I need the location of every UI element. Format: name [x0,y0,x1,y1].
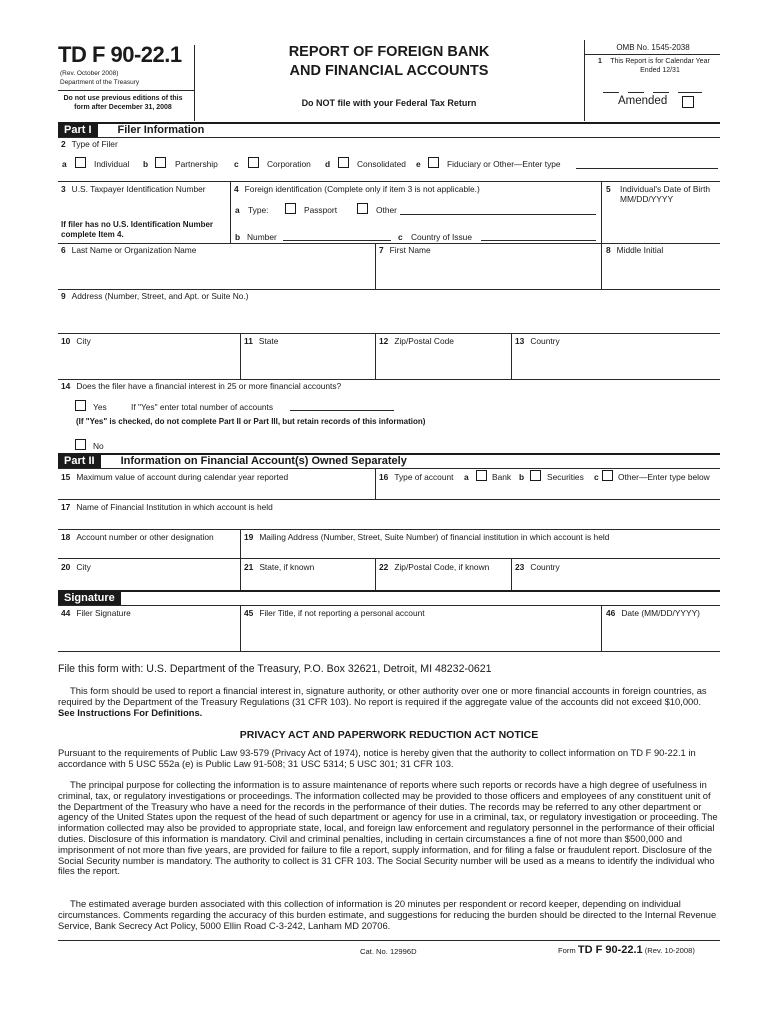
do-not-file-notice: Do NOT file with your Federal Tax Return [301,98,477,108]
item11-label: 11 State [244,336,279,346]
item13-label: 13 Country [515,336,560,346]
item16b-letter: b [519,472,525,482]
filer-type-a-letter: a [62,159,67,169]
amended-checkbox[interactable] [682,96,694,108]
other-id-label: Other [376,205,397,215]
instructions-paragraph-1: This form should be used to report a financial interest in, signature authority, or other authority over one or more financial accounts in foreign countries, as required by the Department of the Treasury Regulations (31 CFR 103). No report is required if the aggregate value of the accounts did not exceed $10,000. See Instructions For Definitions. [58,685,707,718]
filer-type-e-letter: e [416,159,421,169]
item45-label: 45 Filer Title, if not reporting a personal account [244,608,425,618]
passport-checkbox[interactable] [285,203,296,214]
item8-label: 8 Middle Initial [606,245,664,255]
revision-date: (Rev. October 2008) [60,70,119,77]
filer-type-partnership-label: Partnership [175,159,218,169]
privacy-paragraph-2: The principal purpose for collecting the information is to assure maintenance of reports where such reports or records have a high degree of usefulness in criminal, tax, or regulatory investigations or proceedings. The information collected may be provided to those officers and employees of any constituent unit of the Department of the Treasury who have a need for the records in the performance of their duties. The records may be referred to any other department or agency of the United States upon the request of the head of such department or agency for use in a criminal, tax, or regulatory investigation or proceeding. The information collected may also be provided to appropriate state, local, and foreign law enforcement and regulatory personnel in the performance of their official duties. Disclosure of this information is mandatory. Civil and criminal penalties, including in certain circumstances a fine of not more than $500,000 and imprisonment of not more than five years, are provided for failure to file a report, supply information, and for filing a false or fraudulent report. Disclosure of the Social Security number is mandatory. The authority to collect is 31 CFR 103. The Social Security number will be used as a means to identify the individual who files the report. [58,779,718,877]
item14-yes-label: Yes [93,402,107,412]
item6-label: 6 Last Name or Organization Name [61,245,197,255]
filer-type-fiduciary-checkbox[interactable] [428,157,439,168]
item44-label: 44 Filer Signature [61,608,131,618]
item3-label: 3 U.S. Taxpayer Identification Number [61,184,206,194]
item5-label: Individual's Date of Birth MM/DD/YYYY [620,184,711,204]
filer-type-consolidated-checkbox[interactable] [338,157,349,168]
item12-label: 12 Zip/Postal Code [379,336,454,346]
item4a-type-label: Type: [248,205,269,215]
privacy-act-heading: PRIVACY ACT AND PAPERWORK REDUCTION ACT NOTICE [239,729,539,741]
filer-type-b-letter: b [143,159,149,169]
item4b-letter: b [235,232,241,242]
part1-label: Part I [58,123,98,137]
item3-note: If filer has no U.S. Identification Number complete Item 4. [61,220,214,239]
department: Department of the Treasury [60,79,140,86]
part1-title: Filer Information [117,124,205,136]
filer-type-fiduciary-label: Fiduciary or Other—Enter type [447,159,561,169]
item14-no-checkbox[interactable] [75,439,86,450]
filer-type-partnership-checkbox[interactable] [155,157,166,168]
item7-label: 7 First Name [379,245,431,255]
item4-label: 4 Foreign identification (Complete only if item 3 is not applicable.) [234,184,480,194]
privacy-paragraph-1: Pursuant to the requirements of Public Law 93-579 (Privacy Act of 1974), notice is hereby given that the authority to collect information on TD F 90-22.1 in accordance with 5 USC 552a (e) is Public Law 91-508; 31 USC 5314; 5 USC 301; 31 CFR 103. [58,747,696,769]
amended-label: Amended [618,95,668,107]
omb-number: OMB No. 1545-2038 [616,43,690,52]
item14-label: 14 Does the filer have a financial interest in 25 or more financial accounts? [61,381,342,391]
item4b-number-label: Number [247,232,277,242]
signature-label: Signature [58,591,121,605]
item9-label: 9 Address (Number, Street, and Apt. or Suite No.) [61,291,249,301]
item16a-letter: a [464,472,469,482]
item5-number: 5 [606,184,611,194]
filer-type-c-letter: c [234,159,239,169]
filer-type-individual-label: Individual [94,159,130,169]
passport-label: Passport [304,205,338,215]
filer-type-individual-checkbox[interactable] [75,157,86,168]
item46-label: 46 Date (MM/DD/YYYY) [606,608,700,618]
item14-note: (If "Yes" is checked, do not complete Part II or Part III, but retain records of this information) [76,417,426,426]
item20-label: 20 City [61,562,91,572]
form-title-line1: REPORT OF FOREIGN BANK [288,44,490,60]
year-entry-blank[interactable] [678,92,702,93]
item14-yes-checkbox[interactable] [75,400,86,411]
item18-label: 18 Account number or other designation [61,532,214,542]
calendar-year-note: This Report is for Calendar Year Ended 12/31 [610,58,710,74]
foreign-id-number-field[interactable] [283,240,391,241]
item1-number: 1 [598,58,602,65]
file-with-address: File this form with: U.S. Department of the Treasury, P.O. Box 32621, Detroit, MI 48232-0621 [58,663,492,675]
item14-if-yes-label: If "Yes" enter total number of accounts [131,402,274,412]
part2-title: Information on Financial Account(s) Owned Separately [120,455,407,467]
form-number: TD F 90-22.1 [58,42,182,67]
total-accounts-field[interactable] [290,410,394,411]
edition-warning: Do not use previous editions of this form after December 31, 2008 [63,95,183,111]
burden-paragraph: The estimated average burden associated with this collection of information is 20 minutes per respondent or record keeper, depending on individual circumstances. Comments regarding the accuracy of this burden estimate, and suggestions for reducing the burden should be directed to the Internal Revenue Service, Bank Secrecy Act Policy, 5000 Ellin Road C-3-242, Lanham MD 20706. [58,898,717,931]
other-id-checkbox[interactable] [357,203,368,214]
year-entry-blank[interactable] [628,92,644,93]
item2-label: 2 Type of Filer [61,139,118,149]
item21-label: 21 State, if known [244,562,315,572]
account-type-bank-checkbox[interactable] [476,470,487,481]
year-entry-blank[interactable] [603,92,619,93]
part2-header [58,454,407,468]
footer-form-id: Form TD F 90-22.1 (Rev. 10-2008) [558,944,695,956]
account-type-bank-label: Bank [492,472,512,482]
item17-label: 17 Name of Financial Institution in which account is held [61,502,273,512]
item4c-country-label: Country of Issue [411,232,472,242]
account-type-other-checkbox[interactable] [602,470,613,481]
other-filer-type-field[interactable] [576,168,718,169]
account-type-securities-checkbox[interactable] [530,470,541,481]
filer-type-corporation-label: Corporation [267,159,311,169]
item19-label: 19 Mailing Address (Number, Street, Suite Number) of financial institution in which account is held [244,532,610,542]
item4c-letter: c [398,232,403,242]
item14-no-label: No [93,441,104,451]
account-type-securities-label: Securities [547,472,584,482]
item23-label: 23 Country [515,562,560,572]
filer-type-corporation-checkbox[interactable] [248,157,259,168]
catalog-number: Cat. No. 12996D [360,947,417,956]
country-of-issue-field[interactable] [481,240,596,241]
part1-header [58,123,204,137]
item4a-letter: a [235,205,240,215]
filer-type-consolidated-label: Consolidated [357,159,406,169]
form-title-line2: AND FINANCIAL ACCOUNTS [289,63,489,79]
account-type-other-label: Other—Enter type below [618,472,710,482]
item16-label: 16 Type of account [379,472,454,482]
item15-label: 15 Maximum value of account during calendar year reported [61,472,289,482]
year-entry-blank[interactable] [653,92,669,93]
other-id-type-field[interactable] [400,214,596,215]
item10-label: 10 City [61,336,91,346]
item16c-letter: c [594,472,599,482]
part2-label: Part II [58,454,101,468]
item22-label: 22 Zip/Postal Code, if known [379,562,490,572]
signature-header [58,591,121,605]
filer-type-d-letter: d [325,159,331,169]
